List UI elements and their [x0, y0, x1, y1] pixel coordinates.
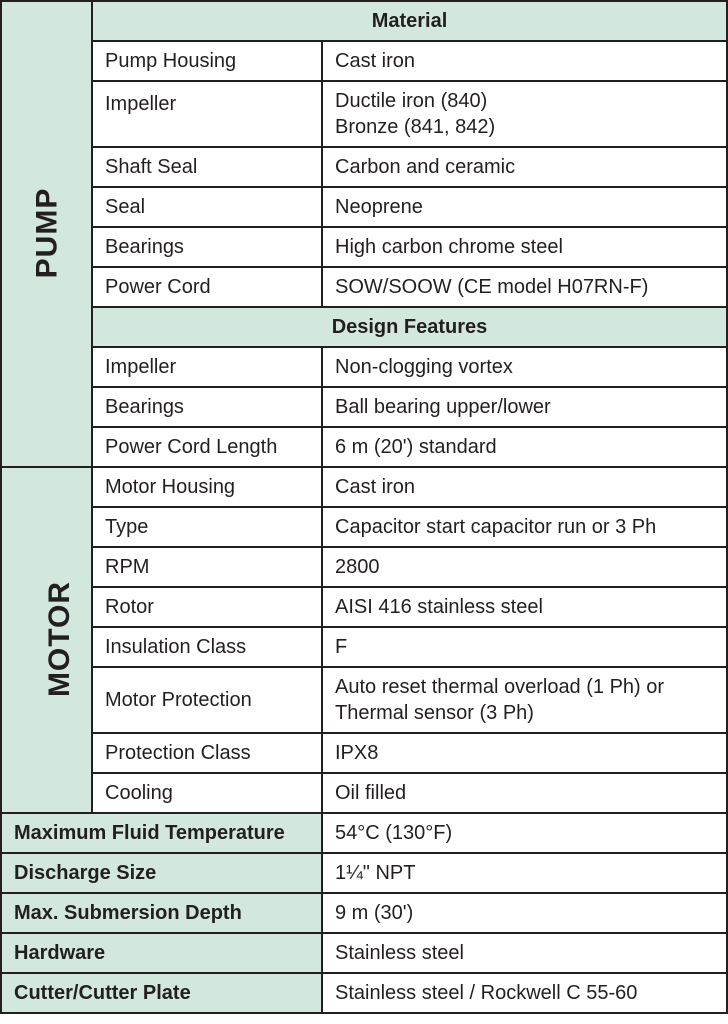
material-heading: Material: [92, 1, 727, 41]
value-line: Ductile iron (840): [335, 90, 488, 112]
row-value: 1¼" NPT: [322, 853, 727, 893]
table-row: [1, 187, 727, 227]
value-line: Thermal sensor (3 Ph): [335, 702, 534, 724]
table-row: [1, 267, 727, 307]
table-row: [1, 627, 727, 667]
table-row: [1, 227, 727, 267]
table-row: [1, 147, 727, 187]
value-line: Bronze (841, 842): [335, 116, 496, 138]
row-label: Impeller: [92, 81, 322, 147]
table-row: [1, 813, 727, 853]
general-row-label: Cutter/Cutter Plate: [1, 973, 322, 1013]
table-row: [1, 467, 727, 507]
row-label: Power Cord: [92, 267, 322, 307]
table-row: [1, 507, 727, 547]
table-row: [1, 893, 727, 933]
table-row: [1, 387, 727, 427]
row-value: Neoprene: [322, 187, 727, 227]
table-row: [1, 427, 727, 467]
row-value: Cast iron: [322, 467, 727, 507]
table-row: [1, 973, 727, 1013]
table-row: [1, 933, 727, 973]
row-label: Bearings: [92, 227, 322, 267]
row-label: Power Cord Length: [92, 427, 322, 467]
row-label: Protection Class: [92, 733, 322, 773]
motor-side-label: MOTOR: [43, 580, 77, 697]
table-row: [1, 81, 727, 147]
motor-side-label-cell: [1, 467, 92, 813]
row-value: AISI 416 stainless steel: [322, 587, 727, 627]
row-label: Impeller: [92, 347, 322, 387]
table-row: [1, 347, 727, 387]
row-value: Stainless steel: [322, 933, 727, 973]
pump-side-label-cell: [1, 1, 92, 467]
row-value: 6 m (20') standard: [322, 427, 727, 467]
row-label: Shaft Seal: [92, 147, 322, 187]
table-row: [1, 1, 727, 41]
row-value: SOW/SOOW (CE model H07RN-F): [322, 267, 727, 307]
row-label: Cooling: [92, 773, 322, 813]
row-label: Motor Protection: [92, 667, 322, 733]
general-row-label: Maximum Fluid Temperature: [1, 813, 322, 853]
row-value: F: [322, 627, 727, 667]
row-label: Type: [92, 507, 322, 547]
table-row: [1, 547, 727, 587]
row-value: Oil filled: [322, 773, 727, 813]
row-value: Carbon and ceramic: [322, 147, 727, 187]
row-value: [322, 81, 727, 147]
row-value: High carbon chrome steel: [322, 227, 727, 267]
row-value: Stainless steel / Rockwell C 55-60: [322, 973, 727, 1013]
row-label: Seal: [92, 187, 322, 227]
row-label: Motor Housing: [92, 467, 322, 507]
general-row-label: Max. Submersion Depth: [1, 893, 322, 933]
table-row: [1, 667, 727, 733]
design-features-heading: Design Features: [92, 307, 727, 347]
row-value: 54°C (130°F): [322, 813, 727, 853]
row-label: RPM: [92, 547, 322, 587]
table-row: [1, 307, 727, 347]
row-value: Ball bearing upper/lower: [322, 387, 727, 427]
row-value: Capacitor start capacitor run or 3 Ph: [322, 507, 727, 547]
row-label: Pump Housing: [92, 41, 322, 81]
row-label: Rotor: [92, 587, 322, 627]
row-value: 9 m (30'): [322, 893, 727, 933]
pump-side-label: PUMP: [30, 187, 64, 278]
row-value: 2800: [322, 547, 727, 587]
table-row: [1, 853, 727, 893]
row-value: Non-clogging vortex: [322, 347, 727, 387]
general-row-label: Discharge Size: [1, 853, 322, 893]
table-row: [1, 773, 727, 813]
row-value: IPX8: [322, 733, 727, 773]
value-line: Auto reset thermal overload (1 Ph) or: [335, 676, 665, 698]
row-value: Cast iron: [322, 41, 727, 81]
table-row: [1, 41, 727, 81]
row-label: Insulation Class: [92, 627, 322, 667]
row-label: Bearings: [92, 387, 322, 427]
row-value: [322, 667, 727, 733]
general-row-label: Hardware: [1, 933, 322, 973]
table-row: [1, 587, 727, 627]
table-row: [1, 733, 727, 773]
